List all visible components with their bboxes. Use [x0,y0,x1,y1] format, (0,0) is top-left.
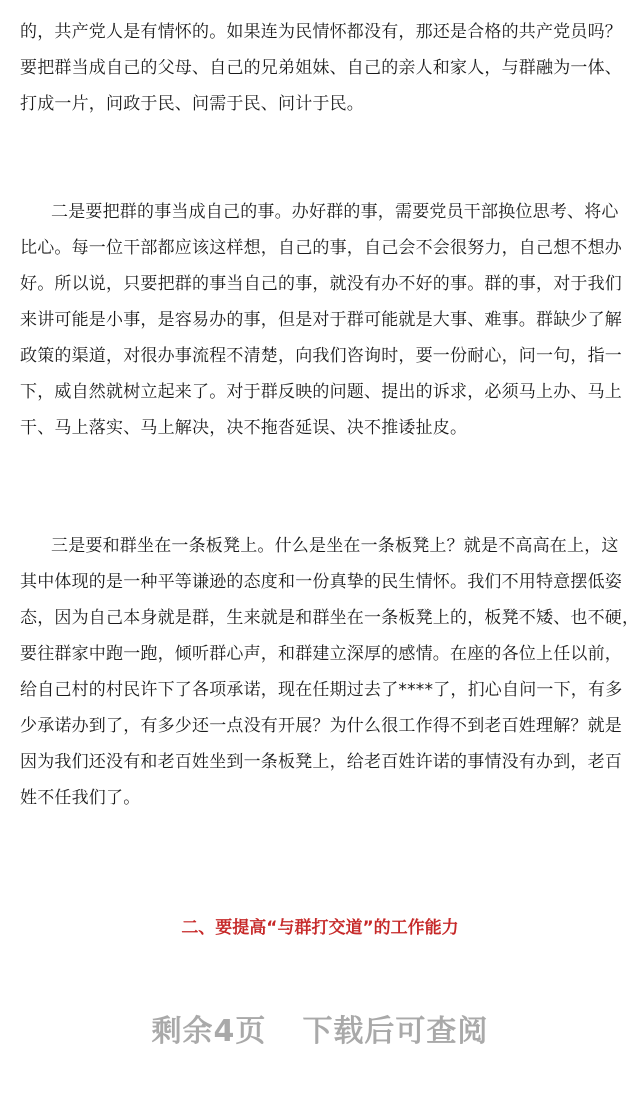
text-line: 要把群当成自己的父母、自己的兄弟姐妹、自己的亲人和家人，与群融为一体、 [20,58,622,78]
paragraph-1 [20,14,620,122]
text-line: 因为我们还没有和老百姓坐到一条板凳上，给老百姓许诺的事情没有办到，老百 [20,752,622,772]
text-line: 其中体现的是一种平等谦逊的态度和一份真挚的民生情怀。我们不用特意摆低姿 [20,572,622,592]
text-line: 态，因为自己本身就是群，生来就是和群坐在一条板凳上的，板凳不矮、也不硬， [20,608,640,628]
download-to-read-text: 下载后可查阅 [302,1014,489,1049]
text-line: 的，共产党人是有情怀的。如果连为民情怀都没有，那还是合格的共产党员吗？ [20,22,622,42]
remaining-pages-banner[interactable] [0,1006,640,1058]
text-line: 少承诺办到了，有多少还一点没有开展？为什么很工作得不到老百姓理解？就是 [20,716,622,736]
text-line: 要往群家中跑一跑，倾听群心声，和群建立深厚的感情。在座的各位上任以前， [20,644,622,664]
text-line: 姓不任我们了。 [20,788,141,808]
section-heading: 二、要提高“与群打交道”的工作能力 [181,918,459,938]
text-line: 二是要把群的事当成自己的事。办好群的事，需要党员干部换位思考、将心 [51,202,619,222]
text-line: 给自己村的村民许下了各项承诺，现在任期过去了****了，扪心自问一下，有多 [20,680,623,700]
paragraph-3 [20,528,640,816]
text-line: 下，威自然就树立起来了。对于群反映的问题、提出的诉求，必须马上办、马上 [20,382,622,402]
text-line: 比心。每一位干部都应该这样想，自己的事，自己会不会很努力，自己想不想办 [20,238,622,258]
text-line: 好。所以说，只要把群的事当自己的事，就没有办不好的事。群的事，对于我们 [20,274,622,294]
text-line: 干、马上落实、马上解决，决不拖沓延误、决不推诿扯皮。 [20,418,468,438]
text-line: 打成一片，问政于民、问需于民、问计于民。 [20,94,364,114]
text-line: 政策的渠道，对很办事流程不清楚，向我们咨询时，要一份耐心，问一句，指一 [20,346,622,366]
remaining-pages-text: 剩余4页 [151,1014,267,1049]
text-line: 三是要和群坐在一条板凳上。什么是坐在一条板凳上？就是不高高在上，这 [51,536,619,556]
paragraph-2 [20,194,620,446]
text-line: 来讲可能是小事，是容易办的事，但是对于群可能就是大事、难事。群缺少了解 [20,310,622,330]
